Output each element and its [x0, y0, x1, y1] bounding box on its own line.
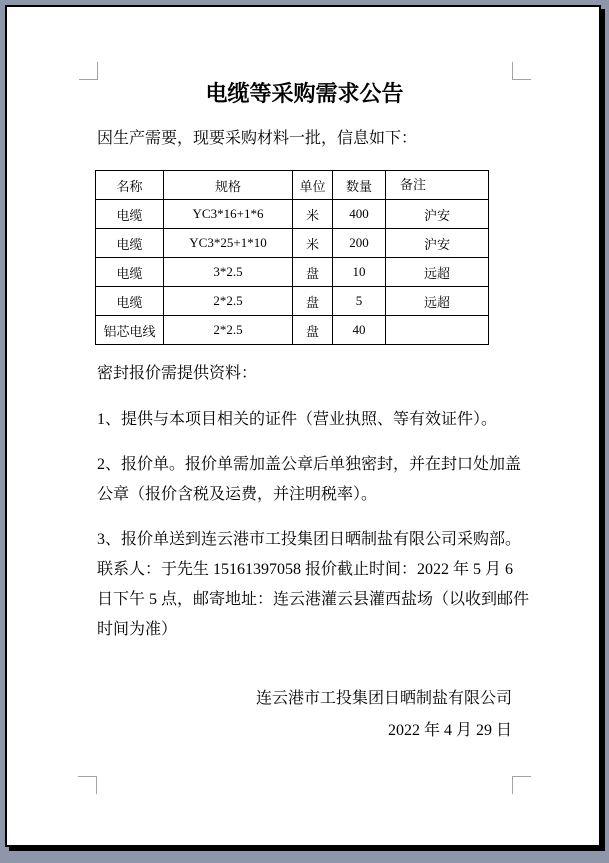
cell-remark: 远超 [386, 287, 489, 316]
cell-spec: 2*2.5 [164, 316, 293, 345]
table-row [96, 258, 489, 287]
margin-crop-mark-top-left-icon [79, 62, 98, 80]
cell-remark: 沪安 [386, 229, 489, 258]
table-row [96, 316, 489, 345]
document-title: 电缆等采购需求公告 [205, 81, 404, 106]
cell-name: 铝芯电线 [96, 316, 164, 345]
table-row [96, 200, 489, 229]
column-header-quantity: 数量 [333, 171, 386, 200]
paragraph-line: 3、报价单送到连云港市工投集团日晒制盐有限公司采购部。 [97, 531, 522, 548]
paragraph-line: 时间为准） [97, 621, 178, 638]
sealed-quote-heading: 密封报价需提供资料： [97, 365, 258, 382]
cell-remark: 沪安 [386, 200, 489, 229]
cell-quantity: 400 [333, 200, 386, 229]
column-header-spec: 规格 [164, 171, 293, 200]
cell-remark [386, 316, 489, 345]
cell-name: 电缆 [96, 200, 164, 229]
cell-name: 电缆 [96, 229, 164, 258]
margin-crop-mark-top-right-icon [512, 62, 531, 80]
table-row [96, 229, 489, 258]
requirement-item-2 [97, 450, 522, 510]
column-header-name: 名称 [96, 171, 164, 200]
requirement-item-3 [97, 525, 530, 645]
signature-date: 2022 年 4 月 29 日 [387, 722, 512, 739]
cell-name: 电缆 [96, 287, 164, 316]
margin-crop-mark-bottom-right-icon [512, 776, 531, 794]
requirement-item-1: 1、提供与本项目相关的证件（营业执照、等有效证件）。 [97, 411, 498, 428]
cell-quantity: 200 [333, 229, 386, 258]
cell-spec: 2*2.5 [164, 287, 293, 316]
paragraph-line: 公章（报价含税及运费，并注明税率）。 [97, 486, 378, 503]
paragraph-line: 2、报价单。报价单需加盖公章后单独密封，并在封口处加盖 [97, 456, 522, 473]
cell-name: 电缆 [96, 258, 164, 287]
cell-unit: 米 [293, 229, 333, 258]
table-row [96, 287, 489, 316]
paragraph-line: 联系人：于先生 15161397058 报价截止时间：2022 年 5 月 6 [97, 561, 514, 578]
intro-paragraph: 因生产需要，现要采购材料一批，信息如下： [97, 130, 418, 147]
cell-spec: 3*2.5 [164, 258, 293, 287]
cell-quantity: 40 [333, 316, 386, 345]
cell-remark: 远超 [386, 258, 489, 287]
signature-company: 连云港市工投集团日晒制盐有限公司 [255, 690, 512, 707]
table-header-row [96, 171, 489, 200]
cell-spec: YC3*16+1*6 [164, 200, 293, 229]
cell-unit: 米 [293, 200, 333, 229]
paragraph-line: 日下午 5 点，邮寄地址：连云港灌云县灌西盐场（以收到邮件 [97, 591, 530, 608]
cell-unit: 盘 [293, 316, 333, 345]
margin-crop-mark-bottom-left-icon [78, 776, 97, 794]
cell-quantity: 5 [333, 287, 386, 316]
cell-unit: 盘 [293, 287, 333, 316]
procurement-items-table [95, 170, 489, 345]
column-header-unit: 单位 [293, 171, 333, 200]
cell-unit: 盘 [293, 258, 333, 287]
cell-spec: YC3*25+1*10 [164, 229, 293, 258]
column-header-remark: 备注 [386, 171, 489, 200]
cell-quantity: 10 [333, 258, 386, 287]
